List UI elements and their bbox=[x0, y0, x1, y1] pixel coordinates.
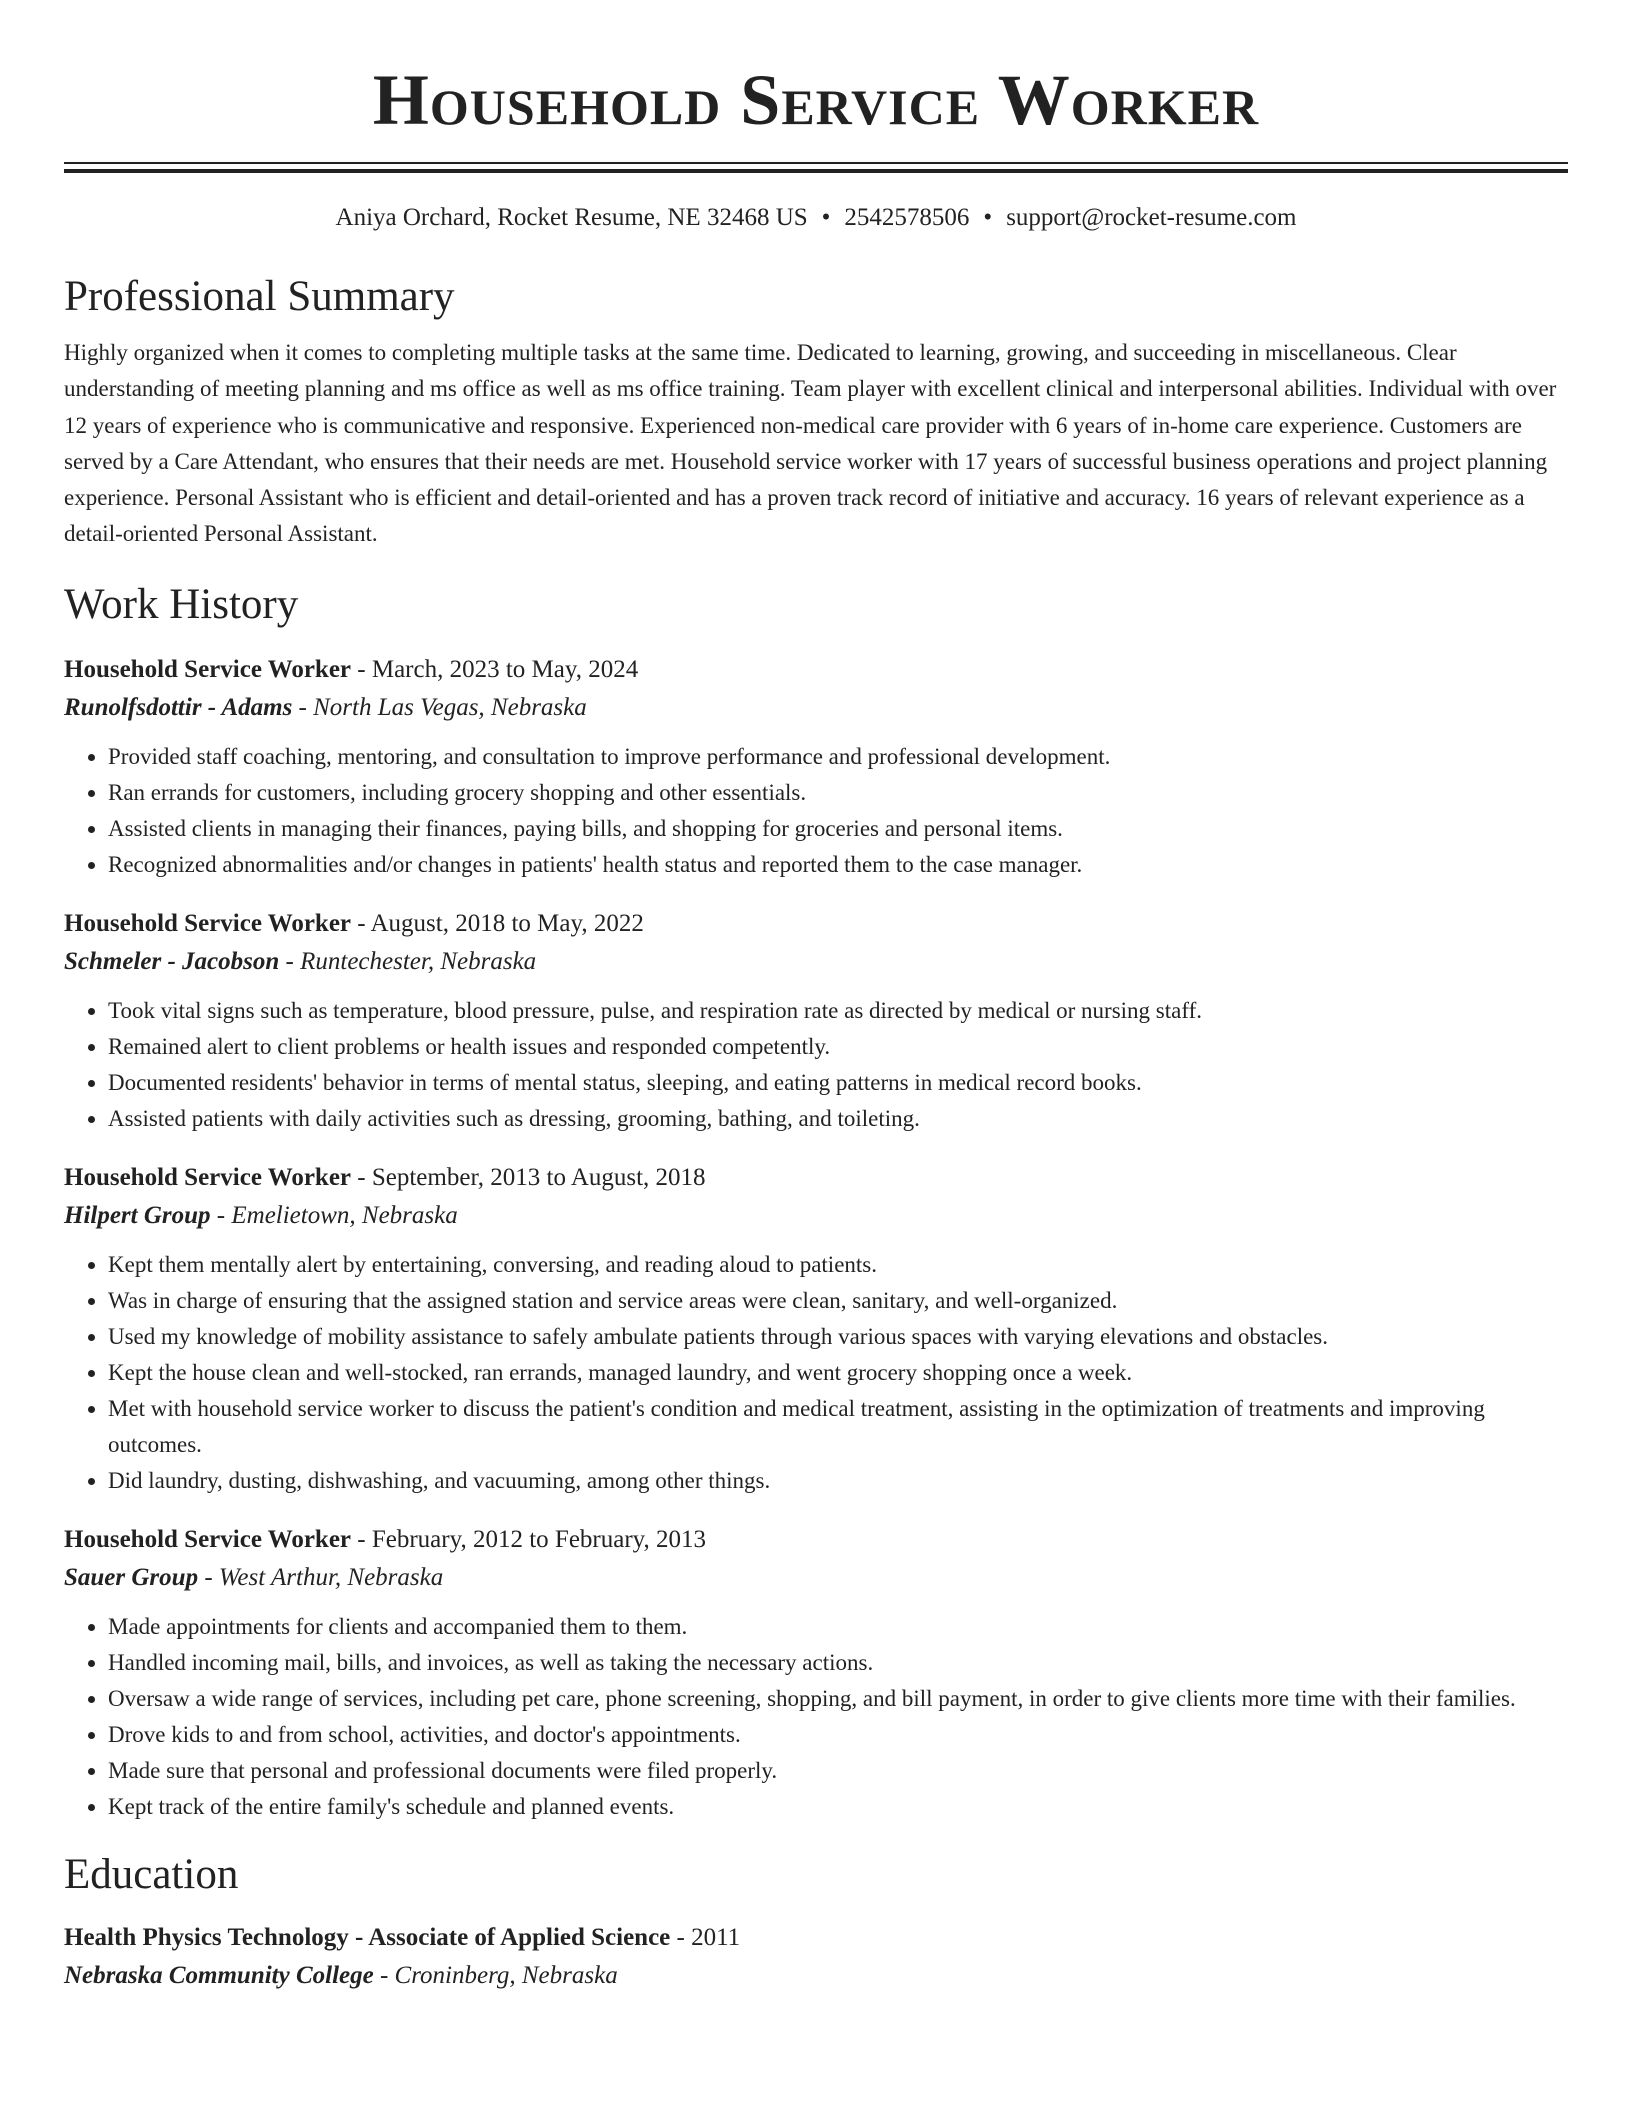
summary-heading: Professional Summary bbox=[64, 273, 455, 320]
job-bullet: • Recognized abnormalities and/or changes in patients' health status and reported them to the case manager. bbox=[108, 847, 1568, 883]
job-dates: - March, 2023 to May, 2024 bbox=[351, 655, 639, 683]
employer-location: - Emelietown, Nebraska bbox=[210, 1201, 458, 1229]
job-bullet: • Was in charge of ensuring that the assigned station and service areas were clean, sanitary, and well-organized. bbox=[108, 1283, 1568, 1319]
job-bullet: • Made sure that personal and professional documents were filed properly. bbox=[108, 1753, 1568, 1789]
job-bullet: • Did laundry, dusting, dishwashing, and vacuuming, among other things. bbox=[108, 1463, 1568, 1499]
employer-location: - North Las Vegas, Nebraska bbox=[292, 693, 587, 721]
contact-email: support@rocket-resume.com bbox=[1006, 204, 1297, 231]
degree-name: Health Physics Technology - Associate of Applied Science bbox=[64, 1923, 671, 1951]
job-entry bbox=[64, 905, 1568, 1137]
job-bullets bbox=[64, 739, 1568, 883]
job-bullet: • Assisted clients in managing their finances, paying bills, and shopping for groceries and personal items. bbox=[108, 811, 1568, 847]
resume-page bbox=[64, 0, 1568, 1995]
education-entry bbox=[64, 1919, 1568, 1995]
job-title: Household Service Worker bbox=[64, 1525, 352, 1553]
job-entry bbox=[64, 1521, 1568, 1825]
employer-location: - West Arthur, Nebraska bbox=[198, 1563, 444, 1591]
job-bullet: • Drove kids to and from school, activities, and doctor's appointments. bbox=[108, 1717, 1568, 1753]
employer-name: Hilpert Group bbox=[64, 1201, 211, 1229]
contact-phone: 2542578506 bbox=[844, 204, 970, 231]
school-name: Nebraska Community College bbox=[64, 1961, 374, 1989]
job-bullet: • Took vital signs such as temperature, blood pressure, pulse, and respiration rate as directed by medical or nursing staff. bbox=[108, 993, 1568, 1029]
job-title: Household Service Worker bbox=[64, 655, 352, 683]
employer-name: Runolfsdottir - Adams bbox=[64, 693, 293, 721]
resume-title: Household Service Worker bbox=[372, 60, 1260, 140]
education-heading: Education bbox=[64, 1850, 239, 1898]
job-title-line bbox=[64, 1159, 1568, 1197]
job-title-line bbox=[64, 1521, 1568, 1559]
job-bullet: • Met with household service worker to discuss the patient's condition and medical treatment, assisting in the optimization of treatments and improving outcomes. bbox=[108, 1391, 1568, 1463]
employer-line bbox=[64, 943, 1568, 981]
employer-line bbox=[64, 1559, 1568, 1597]
work-history-heading: Work History bbox=[64, 580, 299, 628]
job-bullet: • Kept them mentally alert by entertaining, conversing, and reading aloud to patients. bbox=[108, 1247, 1568, 1283]
degree-line bbox=[64, 1919, 1568, 1957]
summary-text: Highly organized when it comes to completing multiple tasks at the same time. Dedicated to learning, growing, and succeeding in miscellaneous. Clear understanding of meeting planning and ms office as well as ms office training. Team player with excellent clinical and interpersonal abilities. Individual with over 12 years of experience who is communicative and responsive. Experienced non-medical care provider with 6 years of in-home care experience. Customers are served by a Care Attendant, who ensures that their needs are met. Household service worker with 17 years of successful business operations and project planning experience. Personal Assistant who is efficient and detail-oriented and has a proven track record of initiative and accuracy. 16 years of relevant experience as a detail-oriented Personal Assistant. bbox=[64, 340, 1557, 547]
job-entry bbox=[64, 1159, 1568, 1499]
job-bullet: • Provided staff coaching, mentoring, and consultation to improve performance and professional development. bbox=[108, 739, 1568, 775]
job-dates: - September, 2013 to August, 2018 bbox=[351, 1163, 706, 1191]
degree-year: - 2011 bbox=[670, 1923, 741, 1951]
job-title-line bbox=[64, 905, 1568, 943]
job-bullet: • Ran errands for customers, including grocery shopping and other essentials. bbox=[108, 775, 1568, 811]
employer-name: Sauer Group bbox=[64, 1563, 199, 1591]
job-title: Household Service Worker bbox=[64, 909, 352, 937]
job-title: Household Service Worker bbox=[64, 1163, 352, 1191]
job-bullet: • Handled incoming mail, bills, and invoices, as well as taking the necessary actions. bbox=[108, 1645, 1568, 1681]
contact-separator: • bbox=[983, 204, 993, 231]
job-bullets bbox=[64, 1609, 1568, 1825]
job-bullets bbox=[64, 993, 1568, 1137]
job-bullet: • Oversaw a wide range of services, including pet care, phone screening, shopping, and bill payment, in order to give clients more time with their families. bbox=[108, 1681, 1568, 1717]
job-bullet: • Assisted patients with daily activities such as dressing, grooming, bathing, and toileting. bbox=[108, 1101, 1568, 1137]
job-bullet: • Documented residents' behavior in terms of mental status, sleeping, and eating patterns in medical record books. bbox=[108, 1065, 1568, 1101]
contact-line bbox=[64, 201, 1568, 235]
job-bullet: • Made appointments for clients and accompanied them to them. bbox=[108, 1609, 1568, 1645]
job-bullet: • Kept track of the entire family's schedule and planned events. bbox=[108, 1789, 1568, 1825]
employer-location: - Runtechester, Nebraska bbox=[279, 947, 537, 975]
job-bullet: • Used my knowledge of mobility assistance to safely ambulate patients through various spaces with varying elevations and obstacles. bbox=[108, 1319, 1568, 1355]
school-location: - Croninberg, Nebraska bbox=[373, 1961, 618, 1989]
job-bullets bbox=[64, 1247, 1568, 1499]
contact-separator: • bbox=[821, 204, 831, 231]
employer-line bbox=[64, 689, 1568, 727]
job-title-line bbox=[64, 651, 1568, 689]
job-dates: - February, 2012 to February, 2013 bbox=[351, 1525, 707, 1553]
job-bullet: • Kept the house clean and well-stocked, ran errands, managed laundry, and went grocery shopping once a week. bbox=[108, 1355, 1568, 1391]
job-dates: - August, 2018 to May, 2022 bbox=[351, 909, 644, 937]
job-bullet: • Remained alert to client problems or health issues and responded competently. bbox=[108, 1029, 1568, 1065]
contact-address: Aniya Orchard, Rocket Resume, NE 32468 US bbox=[335, 204, 808, 231]
title-divider bbox=[64, 162, 1568, 173]
school-line bbox=[64, 1957, 1568, 1995]
employer-name: Schmeler - Jacobson bbox=[64, 947, 280, 975]
job-entry bbox=[64, 651, 1568, 883]
employer-line bbox=[64, 1197, 1568, 1235]
